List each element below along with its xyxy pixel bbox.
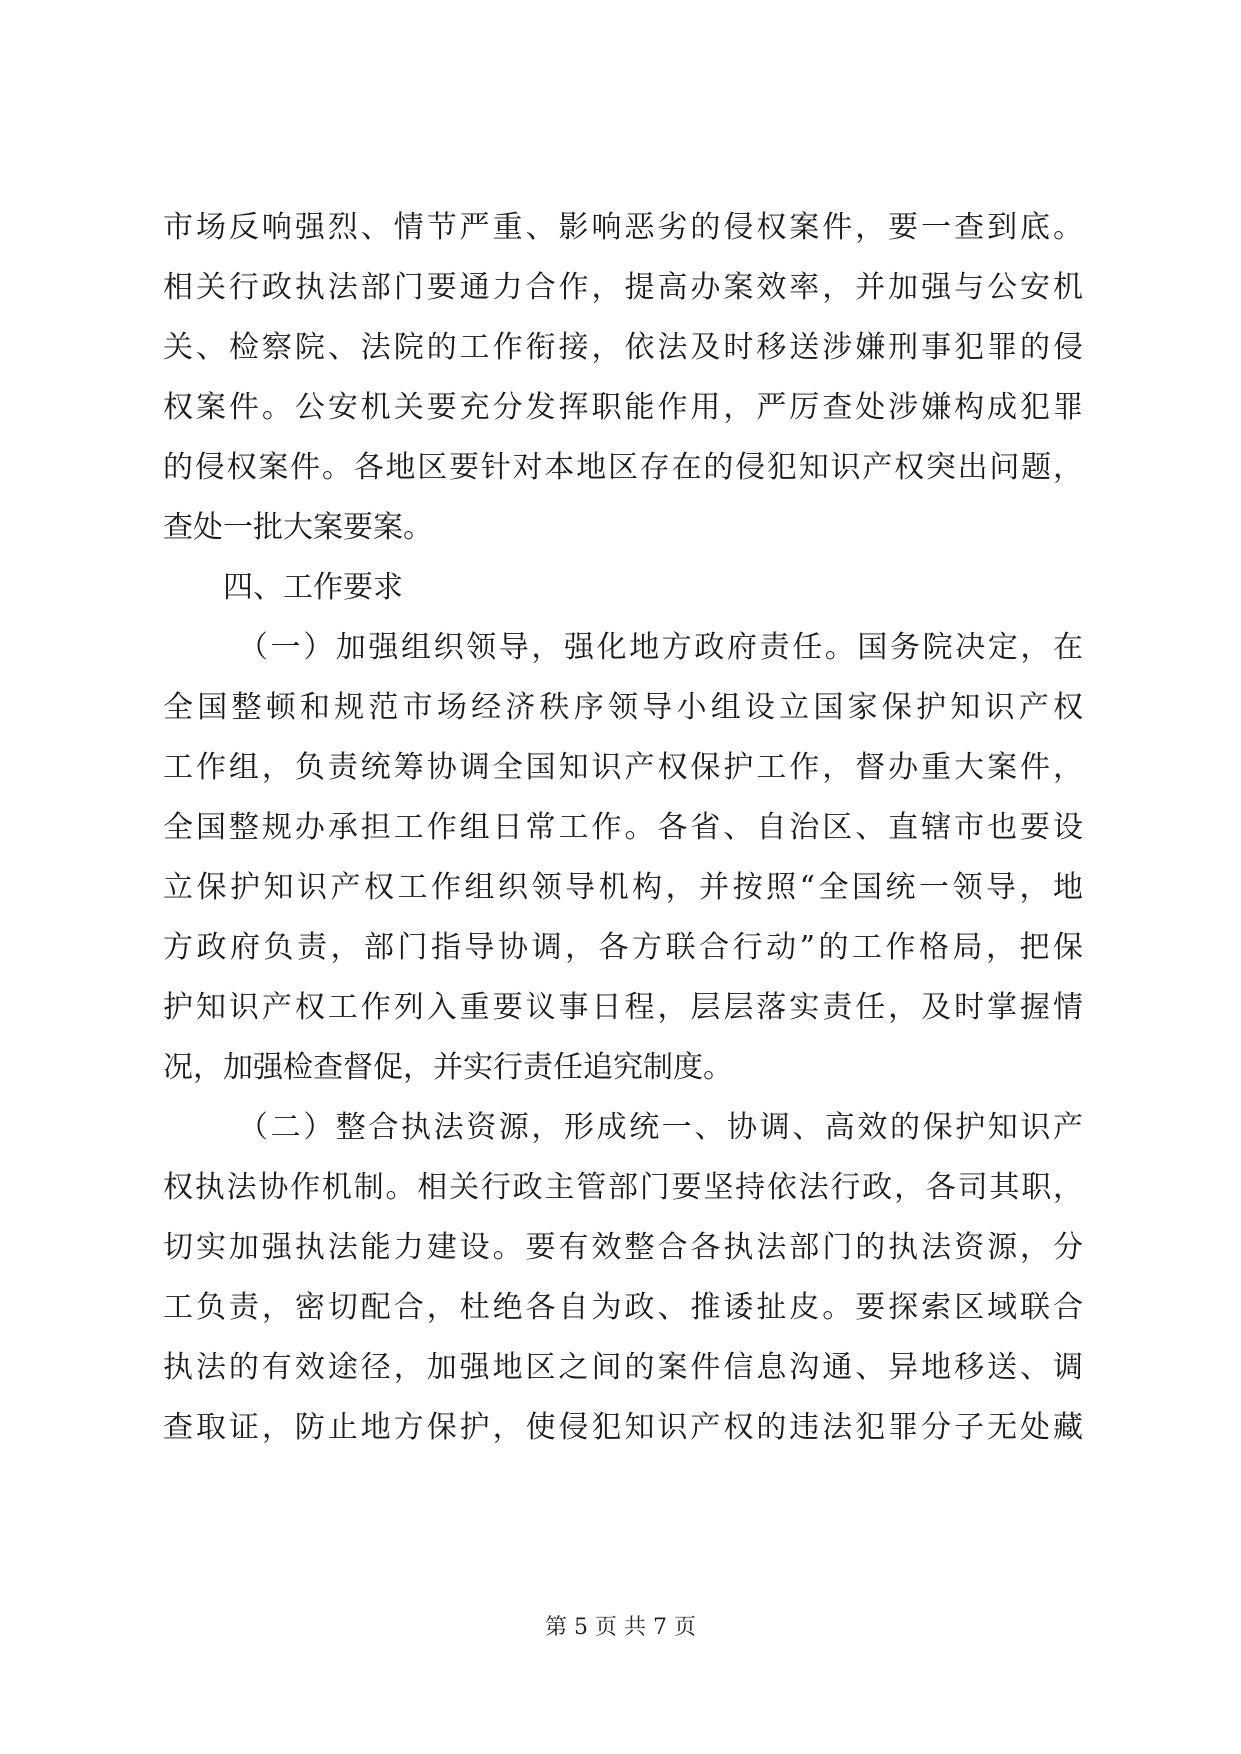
text-line-11: 全国整规办承担工作组日常工作。各省、自治区、直辖市也要设: [163, 810, 1083, 845]
document-body: [163, 198, 1083, 1458]
text-line-20: 执法的有效途径，加强地区之间的案件信息沟通、异地移送、调: [163, 1350, 1083, 1385]
text-line-4: 权案件。公安机关要充分发挥职能作用，严厉查处涉嫌构成犯罪: [163, 390, 1083, 425]
text-line-9: 全国整顿和规范市场经济秩序领导小组设立国家保护知识产权: [163, 690, 1083, 725]
page-number-footer: 第 5 页 共 7 页: [545, 1615, 696, 1640]
text-line-12: 立保护知识产权工作组织领导机构，并按照“全国统一领导，地: [163, 870, 1083, 905]
section-heading: 四、工作要求: [223, 570, 403, 605]
text-line-15: 况，加强检查督促，并实行责任追究制度。: [163, 1050, 733, 1085]
text-line-14: 护知识产权工作列入重要议事日程，层层落实责任，及时掌握情: [163, 990, 1083, 1025]
text-line-21: 查取证，防止地方保护，使侵犯知识产权的违法犯罪分子无处藏: [163, 1410, 1083, 1445]
text-line-8: （一）加强组织领导，强化地方政府责任。国务院决定，在: [238, 630, 1083, 665]
text-line-18: 切实加强执法能力建设。要有效整合各执法部门的执法资源，分: [163, 1230, 1083, 1265]
text-line-2: 相关行政执法部门要通力合作，提高办案效率，并加强与公安机: [163, 270, 1083, 305]
text-line-1: 市场反响强烈、情节严重、影响恶劣的侵权案件，要一查到底。: [163, 210, 1083, 245]
text-line-19: 工负责，密切配合，杜绝各自为政、推诿扯皮。要探索区域联合: [163, 1290, 1083, 1325]
text-line-16: （二）整合执法资源，形成统一、协调、高效的保护知识产: [238, 1110, 1083, 1145]
text-line-6: 查处一批大案要案。: [163, 510, 433, 545]
text-line-17: 权执法协作机制。相关行政主管部门要坚持依法行政，各司其职，: [163, 1170, 1083, 1205]
text-line-3: 关、检察院、法院的工作衔接，依法及时移送涉嫌刑事犯罪的侵: [163, 330, 1083, 365]
text-line-5: 的侵权案件。各地区要针对本地区存在的侵犯知识产权突出问题，: [163, 450, 1083, 485]
text-line-13: 方政府负责，部门指导协调，各方联合行动”的工作格局，把保: [163, 930, 1083, 965]
text-line-10: 工作组，负责统筹协调全国知识产权保护工作，督办重大案件，: [163, 750, 1083, 785]
